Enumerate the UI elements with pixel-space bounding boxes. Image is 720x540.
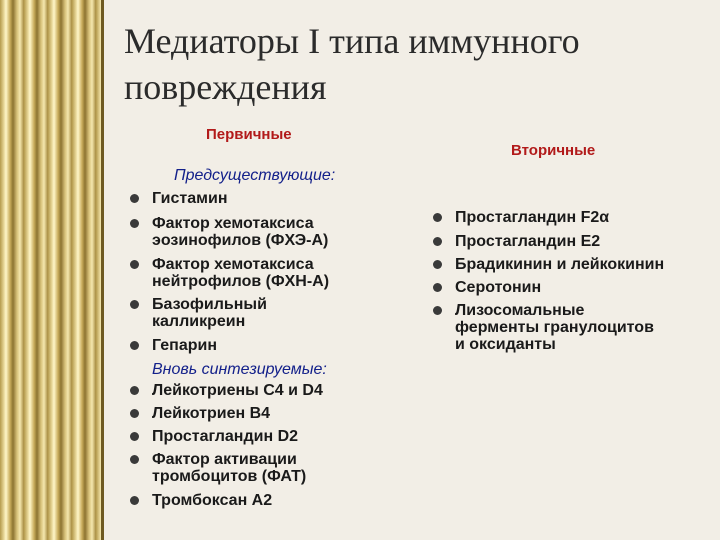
bullet-icon — [130, 386, 139, 395]
list-item: Простагландин D2 — [152, 428, 298, 445]
list-item: Лейкотриен В4 — [152, 405, 270, 422]
bullet-icon — [433, 260, 442, 269]
bullet-icon — [433, 237, 442, 246]
list-item: Простагландин F2α — [455, 209, 609, 226]
bullet-icon — [130, 455, 139, 464]
list-item: Фактор хемотаксиса эозинофилов (ФХЭ-А) — [152, 215, 328, 249]
list-item: Лизосомальные ферменты гранулоцитов и оксиданты — [455, 302, 654, 353]
title-line-1: Медиаторы I типа иммунного — [124, 21, 580, 61]
synthesized-label: Вновь синтезируемые: — [152, 361, 327, 378]
bullet-icon — [130, 219, 139, 228]
list-item: Брадикинин и лейкокинин — [455, 256, 664, 273]
primary-heading: Первичные — [206, 126, 292, 143]
bullet-icon — [130, 432, 139, 441]
list-item: Фактор хемотаксиса нейтрофилов (ФХН-А) — [152, 256, 329, 290]
bullet-icon — [130, 300, 139, 309]
bullet-icon — [130, 260, 139, 269]
title-line-2: повреждения — [124, 67, 327, 107]
list-item: Гистамин — [152, 190, 227, 207]
list-item: Фактор активации тромбоцитов (ФАТ) — [152, 451, 306, 485]
list-item: Простагландин Е2 — [455, 233, 600, 250]
bullet-icon — [433, 283, 442, 292]
list-item: Гепарин — [152, 337, 217, 354]
list-item: Тромбоксан А2 — [152, 492, 272, 509]
secondary-heading: Вторичные — [511, 142, 596, 159]
preexisting-label: Предсуществующие: — [174, 167, 336, 184]
bullet-icon — [433, 213, 442, 222]
list-item: Серотонин — [455, 279, 541, 296]
list-item: Базофильный калликреин — [152, 296, 267, 330]
list-item: Лейкотриены С4 и D4 — [152, 382, 323, 399]
bullet-icon — [433, 306, 442, 315]
bullet-icon — [130, 409, 139, 418]
slide-title — [124, 18, 704, 110]
decorative-sidebar — [0, 0, 104, 540]
bullet-icon — [130, 496, 139, 505]
bullet-icon — [130, 341, 139, 350]
bullet-icon — [130, 194, 139, 203]
